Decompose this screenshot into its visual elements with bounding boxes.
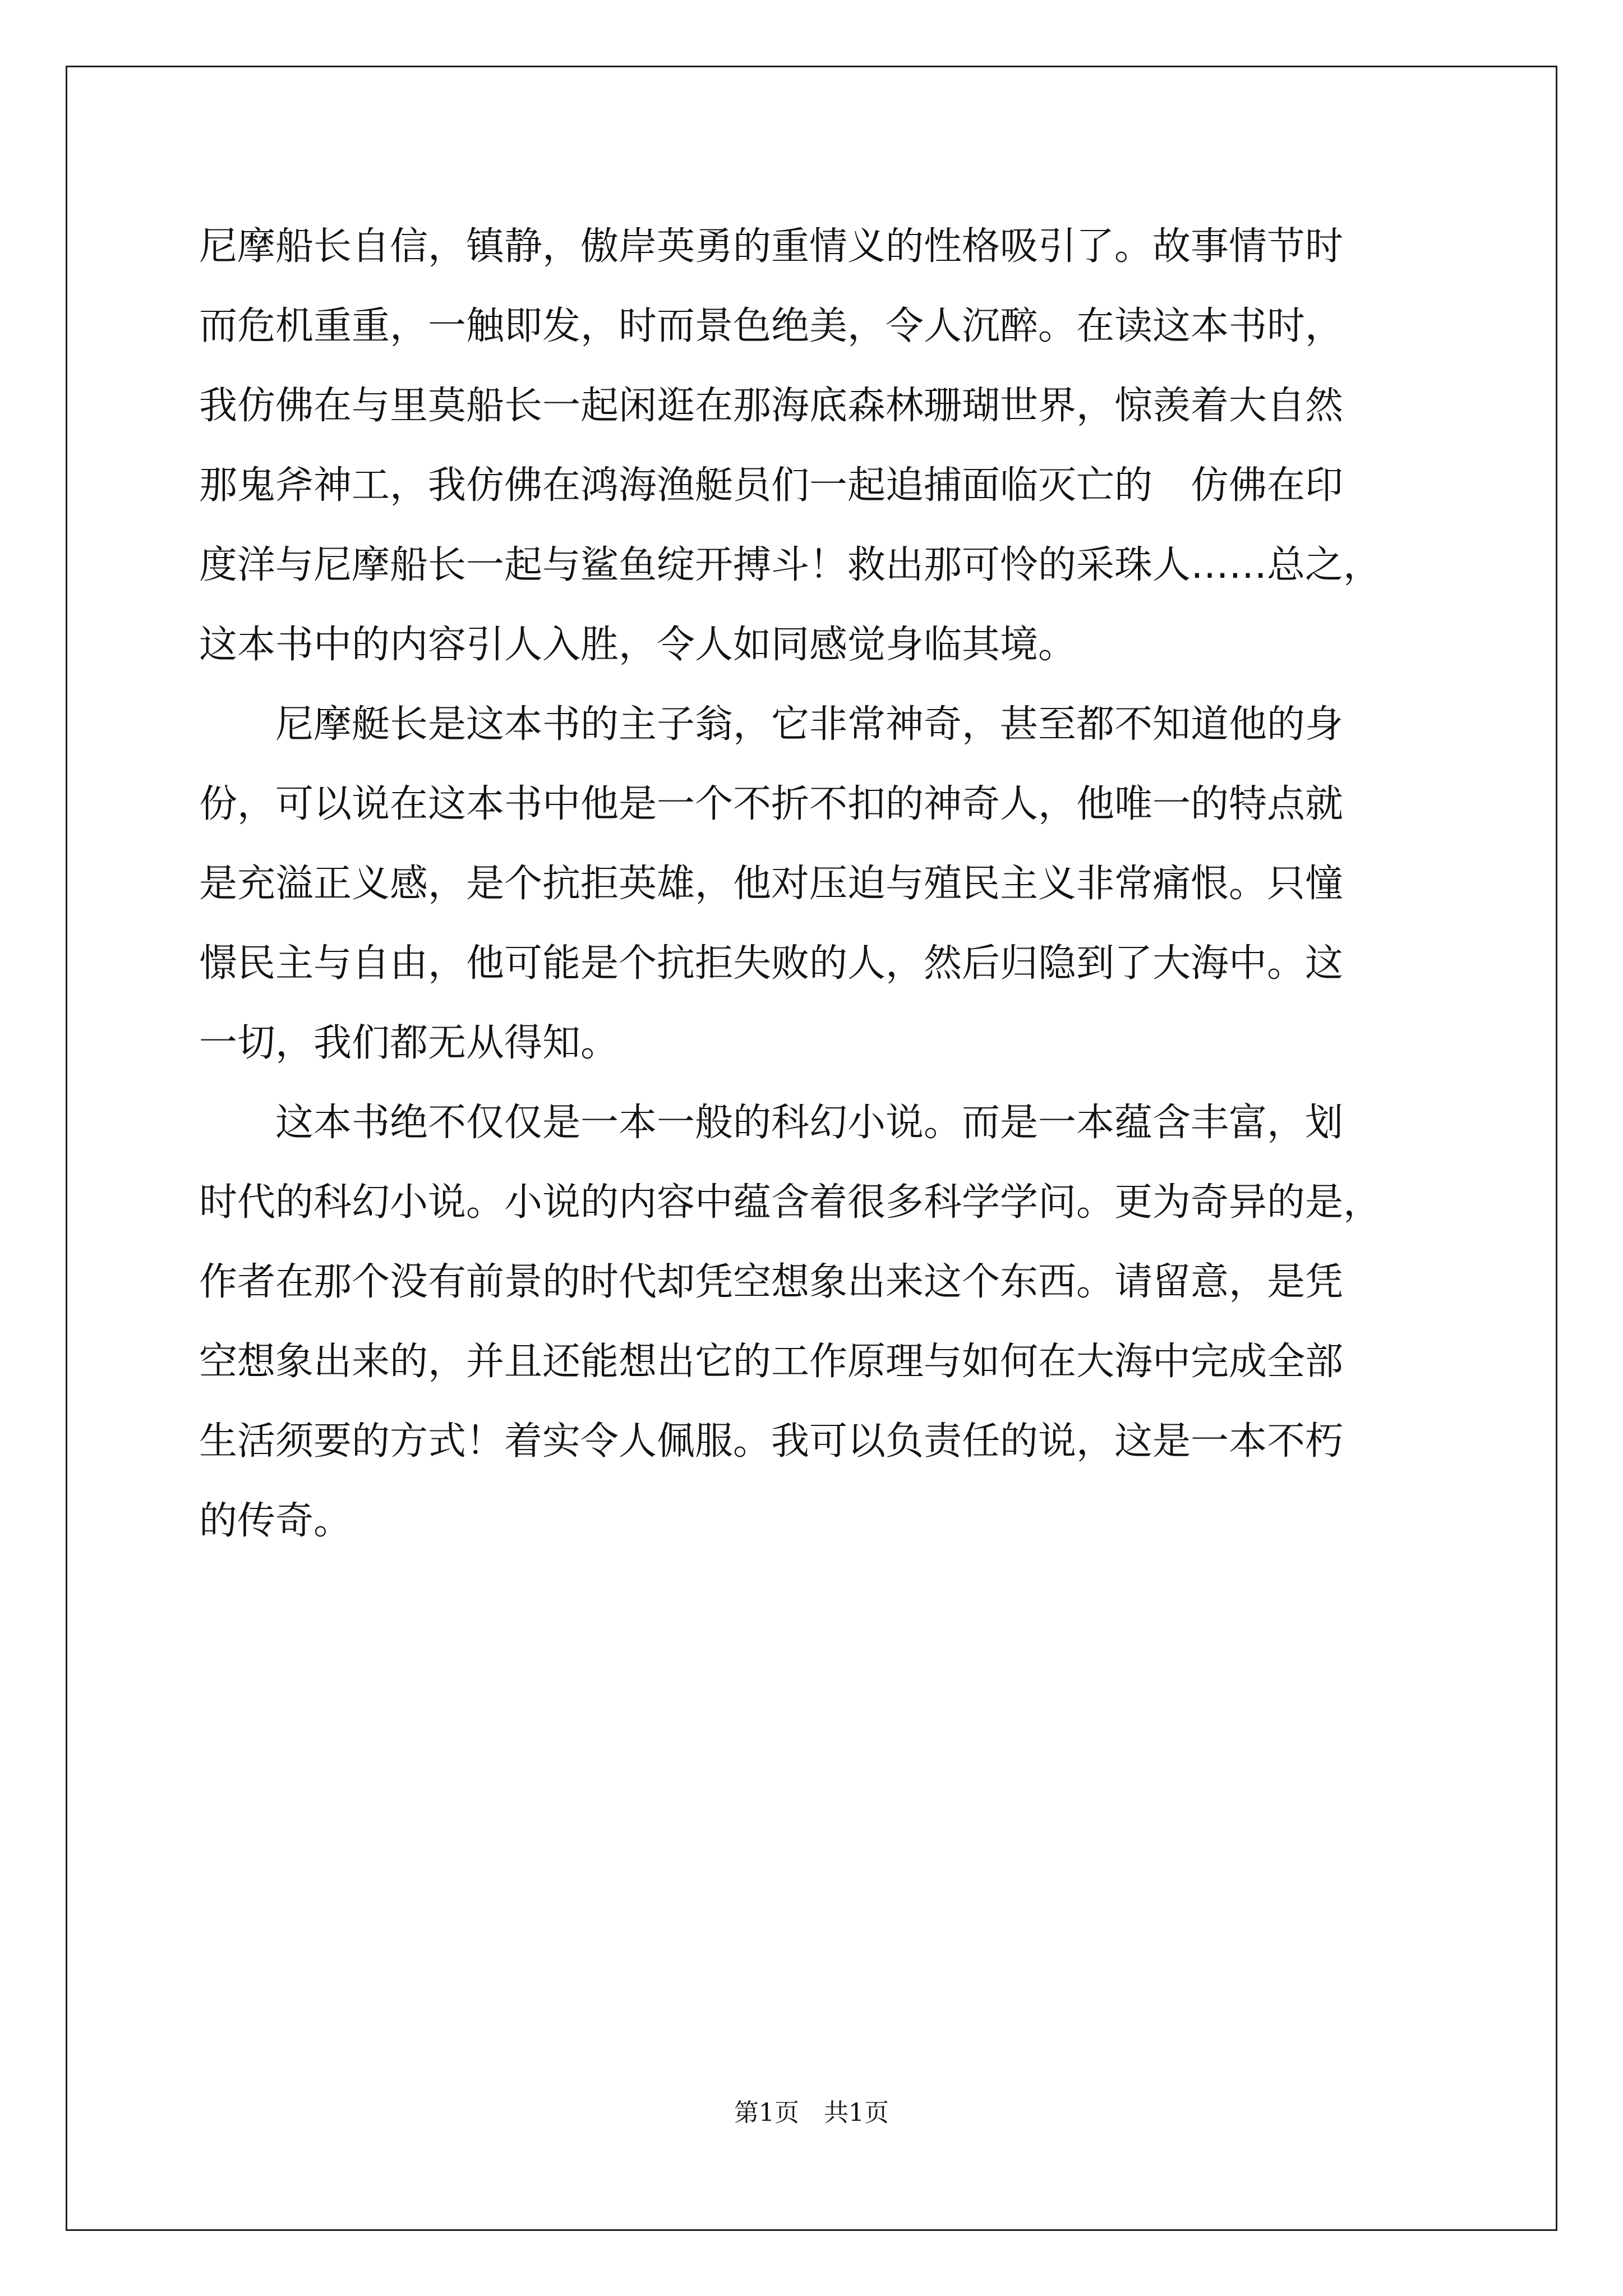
text-line: 这本书中的内容引人入胜，令人如同感觉身临其境。 — [199, 623, 1077, 667]
text-line: 我仿佛在与里莫船长一起闲逛在那海底森林珊瑚世界，惊羡着大自然 — [199, 384, 1344, 428]
text-line: 而危机重重，一触即发，时而景色绝美，令人沉醉。在读这本书时， — [199, 304, 1344, 348]
text-line: 一切，我们都无从得知。 — [199, 1021, 619, 1065]
text-line: 尼摩艇长是这本书的主子翁，它非常神奇，甚至都不知道他的身 — [199, 702, 1344, 747]
text-line: 憬民主与自由，他可能是个抗拒失败的人，然后归隐到了大海中。这 — [199, 941, 1344, 986]
text-line: 空想象出来的，并且还能想出它的工作原理与如何在大海中完成全部 — [199, 1340, 1344, 1384]
text-line: 的传奇。 — [199, 1499, 352, 1543]
text-line: 时代的科幻小说。小说的内容中蕴含着很多科学学问。更为奇异的是， — [199, 1180, 1382, 1225]
text-line: 度洋与尼摩船长一起与鲨鱼绽开搏斗！救出那可怜的采珠人……总之， — [199, 543, 1382, 587]
text-line: 份，可以说在这本书中他是一个不折不扣的神奇人，他唯一的特点就 — [199, 782, 1344, 826]
text-line: 生活须要的方式！着实令人佩服。我可以负责任的说，这是一本不朽 — [199, 1419, 1344, 1464]
text-line: 作者在那个没有前景的时代却凭空想象出来这个东西。请留意，是凭 — [199, 1260, 1344, 1304]
text-line: 那鬼斧神工，我仿佛在鸿海渔艇员们一起追捕面临灭亡的 仿佛在印 — [199, 463, 1344, 508]
page-number: 第1页 共1页 — [734, 2099, 889, 2127]
text-line: 尼摩船长自信，镇静，傲岸英勇的重情义的性格吸引了。故事情节时 — [199, 224, 1344, 269]
text-line: 是充溢正义感，是个抗拒英雄，他对压迫与殖民主义非常痛恨。只憧 — [199, 862, 1344, 906]
text-line: 这本书绝不仅仅是一本一般的科幻小说。而是一本蕴含丰富，划 — [199, 1101, 1344, 1145]
